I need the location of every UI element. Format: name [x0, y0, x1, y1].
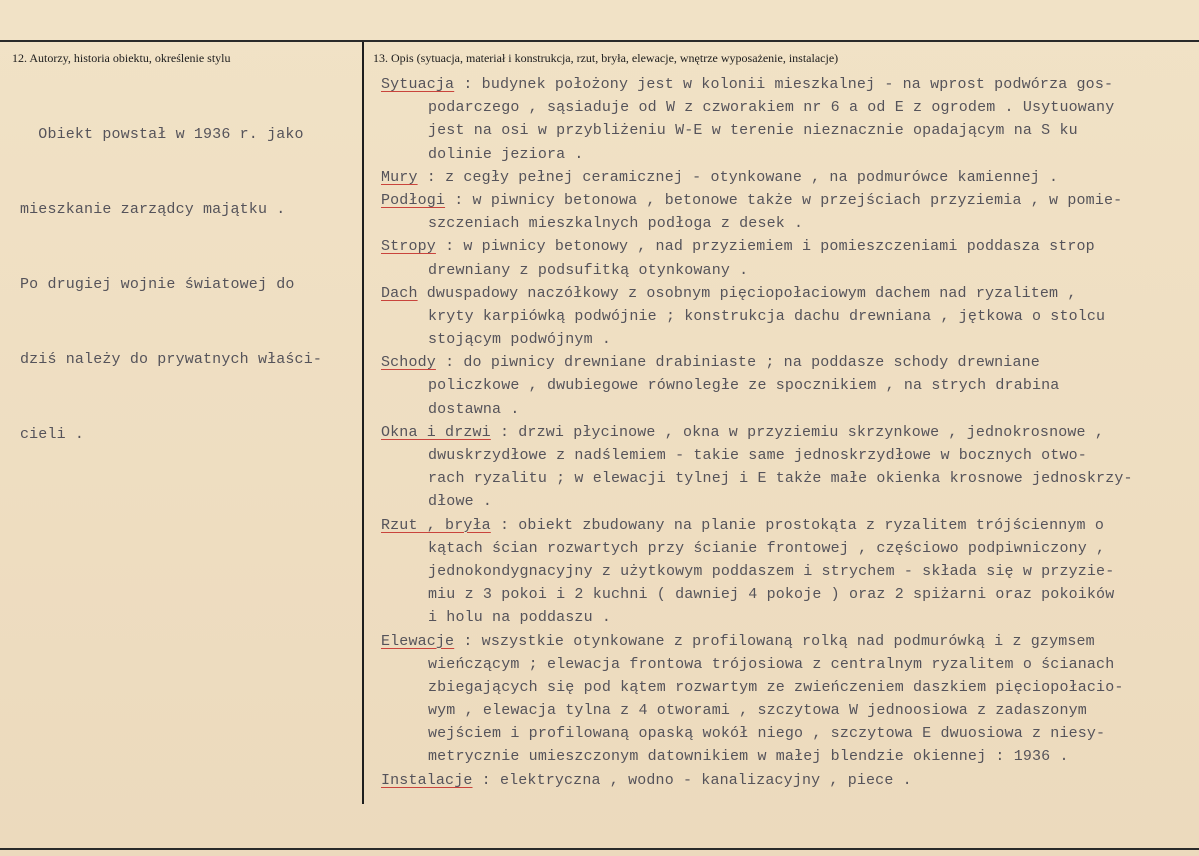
entry-first-line	[381, 514, 1191, 537]
entry-text: : w piwnicy betonowa , betonowe także w przejściach przyziemia , w pomie-	[445, 191, 1123, 209]
entry-first-line	[381, 189, 1191, 212]
entry-continuation-line: dolinie jeziora .	[428, 145, 584, 163]
entry-continuation-line: drewniany z podsufitką otynkowany .	[428, 261, 749, 279]
entry-first-line	[381, 351, 1191, 374]
description-entry	[381, 514, 1191, 630]
entry-continuation-line: jednokondygnacyjny z użytkowym poddaszem i strychem - składa się w przyzie-	[428, 562, 1115, 580]
entry-continuation-line: rach ryzalitu ; w elewacji tylnej i E także małe okienka krosnowe jednoskrzy-	[428, 470, 1133, 488]
entry-text: : drzwi płycinowe , okna w przyziemiu skrzynkowe , jednokrosnowe ,	[490, 423, 1104, 441]
entry-continuation-line: kryty karpiówką podwójnie ; konstrukcja dachu drewniana , jętkowa o stolcu	[428, 307, 1106, 325]
entry-continuation-line: kątach ścian rozwartych przy ścianie frontowej , częściowo podpiwniczony ,	[428, 539, 1106, 557]
left-section-header: 12. Autorzy, historia obiektu, określenie stylu	[12, 51, 231, 65]
entry-first-line	[381, 630, 1191, 653]
history-line: mieszkanie zarządcy majątku .	[20, 201, 286, 218]
entry-first-line	[381, 421, 1191, 444]
history-line: Po drugiej wojnie światowej do	[20, 276, 295, 293]
entry-keyword: Rzut , bryła	[381, 516, 491, 534]
entry-continuation-line: wym , elewacja tylna z 4 otworami , szczytowa W jednoosiowa z zadaszonym	[428, 702, 1087, 720]
bottom-border-line	[0, 848, 1199, 850]
description-entry	[381, 421, 1191, 514]
description-entry	[381, 166, 1191, 189]
history-line: dziś należy do prywatnych właści-	[20, 351, 322, 368]
entry-continuation-line: dostawna .	[428, 400, 520, 418]
entry-first-line	[381, 282, 1191, 305]
entry-text: : obiekt zbudowany na planie prostokąta z ryzalitem trójściennym o	[490, 516, 1104, 534]
entry-text: dwuspadowy naczółkowy z osobnym pięciopołaciowym dachem nad ryzalitem ,	[417, 284, 1077, 302]
right-section-header: 13. Opis (sytuacja, materiał i konstrukcja, rzut, bryła, elewacje, wnętrze wyposażenie, instalacje)	[373, 51, 839, 65]
entry-keyword: Sytuacja	[381, 76, 455, 93]
entry-first-line	[381, 235, 1191, 258]
description-entry	[381, 769, 1191, 792]
description-entry	[381, 282, 1191, 352]
entry-continuation-line: policzkowe , dwubiegowe równoległe ze spocznikiem , na strych drabina	[428, 377, 1060, 395]
column-divider	[362, 42, 364, 804]
left-section-body	[20, 72, 350, 472]
entry-continuation-line: dwuskrzydłowe z nadślemiem - takie same jednoskrzydłowe w bocznych otwo-	[428, 447, 1087, 464]
entry-continuation-line: miu z 3 pokoi i 2 kuchni ( dawniej 4 pokoje ) oraz 2 spiżarni oraz pokoików	[428, 586, 1115, 604]
entry-continuation-line: metrycznie umieszczonym datownikiem w małej blendzie okiennej : 1936 .	[428, 748, 1069, 766]
entry-text: : elektryczna , wodno - kanalizacyjny , piece .	[472, 771, 912, 789]
history-line: Obiekt powstał w 1936 r. jako	[20, 126, 304, 143]
entry-first-line	[381, 769, 1191, 792]
description-entry	[381, 189, 1191, 235]
entry-keyword: Dach	[381, 284, 418, 302]
top-border-line	[0, 40, 1199, 42]
description-entry	[381, 73, 1191, 166]
entry-continuation-line: jest na osi w przybliżeniu W-E w terenie nieznacznie opadającym na S ku	[428, 122, 1078, 140]
entry-continuation-line: wieńczącym ; elewacja frontowa trójosiowa z centralnym ryzalitem o ścianach	[428, 655, 1115, 673]
entry-continuation-line: wejściem i profilowaną opaską wokół niego , szczytowa E dwuosiowa z niesy-	[428, 725, 1106, 743]
entry-keyword: Mury	[381, 168, 418, 186]
entry-continuation-line: podarczego , sąsiaduje od W z czworakiem nr 6 a od E z ogrodem . Usytuowany	[428, 99, 1115, 117]
entry-text: : z cegły pełnej ceramicznej - otynkowane , na podmurówce kamiennej .	[417, 168, 1059, 186]
description-entry	[381, 351, 1191, 421]
entry-keyword: Schody	[381, 354, 436, 372]
entry-text: : w piwnicy betonowy , nad przyziemiem i pomieszczeniami poddasza strop	[435, 238, 1095, 256]
entry-first-line	[381, 73, 1191, 96]
history-line: cieli .	[20, 426, 85, 443]
entry-continuation-line: stojącym podwójnym .	[428, 331, 612, 349]
entry-continuation-line: zbiegających się pod kątem rozwartym ze zwieńczeniem daszkiem pięciopołacio-	[428, 678, 1124, 696]
entry-text: : wszystkie otynkowane z profilowaną rolką nad podmurówką i z gzymsem	[454, 632, 1095, 650]
entry-keyword: Podłogi	[381, 191, 446, 209]
entry-keyword: Instalacje	[381, 771, 473, 789]
right-section-body	[381, 73, 1191, 792]
entry-keyword: Stropy	[381, 238, 436, 256]
description-entry	[381, 630, 1191, 769]
entry-text: : do piwnicy drewniane drabiniaste ; na poddasze schody drewniane	[435, 354, 1040, 372]
entry-keyword: Elewacje	[381, 632, 455, 650]
entry-text: : budynek położony jest w kolonii mieszkalnej - na wprost podwórza gos-	[454, 76, 1114, 93]
entry-first-line	[381, 166, 1191, 189]
entry-continuation-line: szczeniach mieszkalnych podłoga z desek .	[428, 215, 804, 233]
entry-continuation-line: i holu na poddaszu .	[428, 609, 612, 627]
entry-continuation-line: dłowe .	[428, 493, 493, 511]
description-entry	[381, 235, 1191, 281]
entry-keyword: Okna i drzwi	[381, 423, 491, 441]
